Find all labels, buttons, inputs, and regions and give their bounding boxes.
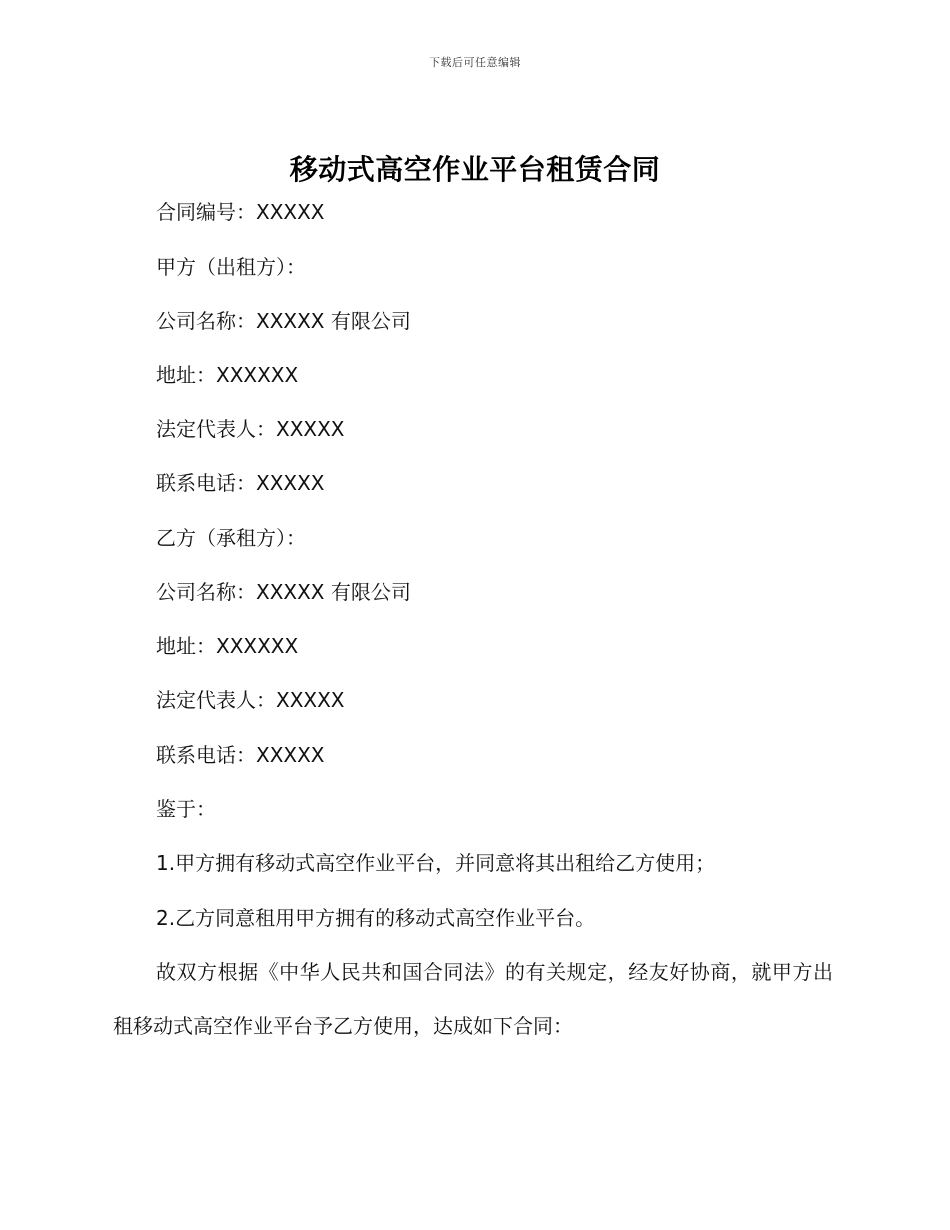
party-b-representative: 法定代表人：XXXXX: [156, 688, 345, 712]
recital-1: 1.甲方拥有移动式高空作业平台，并同意将其出租给乙方使用；: [156, 851, 716, 875]
party-a-heading: 甲方（出租方）：: [156, 255, 306, 279]
party-b-address: 地址：XXXXXX: [156, 634, 299, 658]
party-b-heading: 乙方（承租方）：: [156, 526, 306, 550]
party-a-representative: 法定代表人：XXXXX: [156, 417, 345, 441]
party-a-address: 地址：XXXXXX: [156, 363, 299, 387]
document-title: 移动式高空作业平台租赁合同: [289, 153, 661, 186]
party-b-phone: 联系电话：XXXXX: [156, 743, 325, 767]
whereas-label: 鉴于：: [156, 797, 216, 821]
party-a-company: 公司名称：XXXXX 有限公司: [156, 309, 411, 333]
agreement-paragraph: 故双方根据《中华人民共和国合同法》的有关规定，经友好协商，就甲方出租移动式高空作业平台予乙方使用，达成如下合同：: [113, 960, 833, 1038]
recital-2: 2.乙方同意租用甲方拥有的移动式高空作业平台。: [156, 906, 596, 930]
page-header-note: 下载后可任意编辑: [429, 56, 521, 69]
party-a-phone: 联系电话：XXXXX: [156, 471, 325, 495]
contract-number: 合同编号：XXXXX: [156, 200, 325, 224]
party-b-company: 公司名称：XXXXX 有限公司: [156, 580, 411, 604]
